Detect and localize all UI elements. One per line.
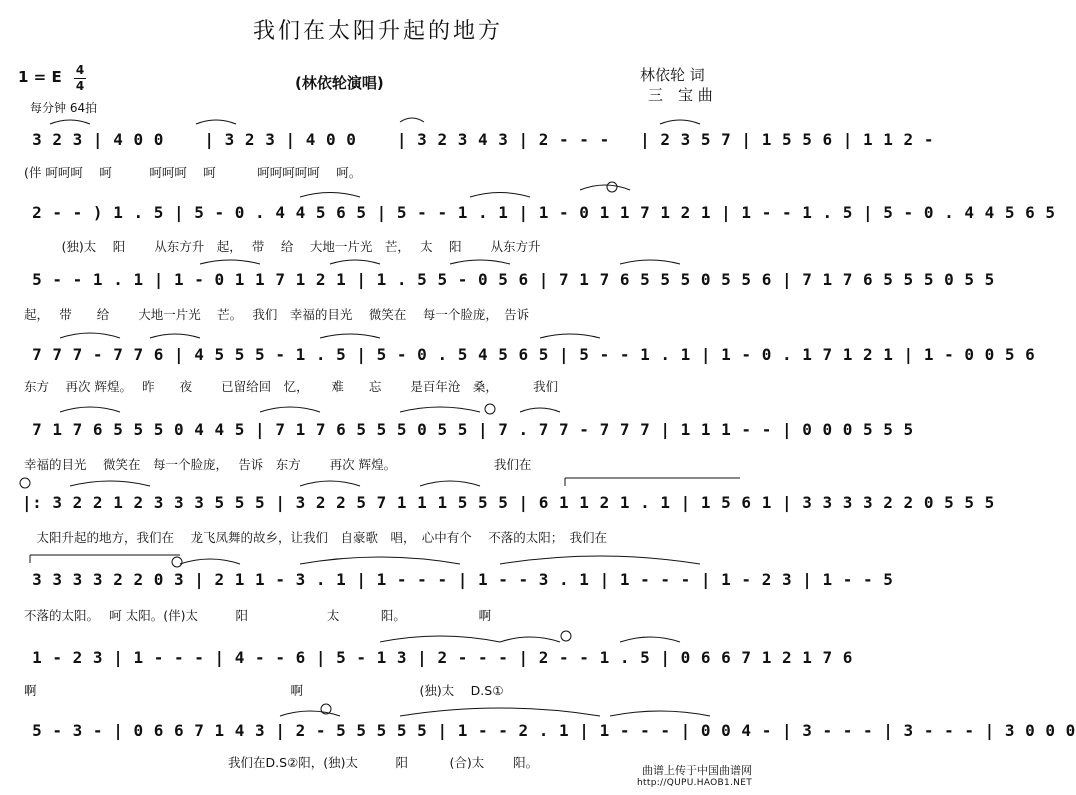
composer-credit: 三 宝 曲: [648, 86, 713, 104]
slur-mark: [70, 481, 150, 486]
slur-mark: [380, 636, 500, 642]
slur-mark: [610, 711, 710, 716]
slur-mark: [400, 118, 424, 122]
slur-mark: [60, 333, 120, 338]
notation-row-5: 7 1 7 6 5 5 5 0 4 4 5 | 7 1 7 6 5 5 5 0 5 5 | 7 . 7 7 - 7 7 7 | 1 1 1 - - | 0 0 0 5 5 5: [22, 420, 914, 439]
lyrics-row-2: (独)太 阳 从东方升 起， 带 给 大地一片光 芒， 太 阳 从东方升: [24, 239, 541, 254]
lyrics-row-9: 我们在D.S②阳，(独)太 阳 (合)太 阳。: [24, 755, 539, 770]
slur-mark: [330, 260, 380, 264]
time-signature-top: 4: [75, 63, 85, 77]
notation-row-3: 5 - - 1 . 1 | 1 - 0 1 1 7 1 2 1 | 1 . 5 5 - 0 5 6 | 7 1 7 6 5 5 5 0 5 5 6 | 7 1 7 6 5 5 5 0 5 5: [22, 270, 995, 289]
slur-mark: [620, 637, 680, 642]
lyrics-row-3: 起， 带 给 大地一片光 芒。 我们 幸福的目光 微笑在 每一个脸庞， 告诉: [24, 307, 530, 322]
slur-mark: [260, 407, 320, 412]
slur-mark: [60, 407, 120, 412]
slur-mark: [520, 408, 560, 412]
notation-row-8: 1 - 2 3 | 1 - - - | 4 - - 6 | 5 - 1 3 | 2 - - - | 2 - - 1 . 5 | 0 6 6 7 1 2 1 7 6: [22, 648, 853, 667]
slur-mark: [196, 120, 236, 124]
slur-mark: [300, 193, 360, 198]
slur-mark: [150, 334, 200, 338]
slur-mark: [200, 260, 260, 264]
notation-row-9: 5 - 3 - | 0 6 6 7 1 4 3 | 2 - 5 5 5 5 5 | 1 - - 2 . 1 | 1 - - - | 0 0 4 - | 3 - - - | 3 - - - | 3 0 0 0: [22, 721, 1076, 740]
slur-mark: [180, 559, 240, 564]
slur-mark: [500, 637, 560, 642]
source-watermark: [637, 765, 752, 789]
coda-icon: [172, 557, 182, 567]
lyrics-row-4: 东方 再次 辉煌。 昨 夜 已留给回 忆， 难 忘 是百年沧 桑， 我们: [24, 379, 559, 394]
tempo-marking: 每分钟 64拍: [30, 101, 98, 115]
slur-mark: [450, 260, 510, 264]
slur-mark: [660, 120, 700, 124]
slur-mark: [500, 556, 700, 564]
footer-url: http://QUPU.HAOB1.NET: [637, 778, 752, 788]
slur-mark: [620, 260, 680, 264]
notation-row-4: 7 7 7 - 7 7 6 | 4 5 5 5 - 1 . 5 | 5 - 0 . 5 4 5 6 5 | 5 - - 1 . 1 | 1 - 0 . 1 7 1 2 1 | 1 - 0 0 5 6: [22, 345, 1036, 364]
coda-icon: [561, 631, 571, 641]
lyrics-row-6: 太阳升起的地方，我们在 龙飞凤舞的故乡，让我们 自豪歌 唱， 心中有个 不落的太阳； 我们在: [24, 530, 607, 545]
slur-mark: [580, 185, 630, 190]
footer-text: 曲谱上传于中国曲谱网: [642, 764, 752, 777]
key-signature: 1 = E: [18, 68, 62, 86]
singer-credit: (林依轮演唱): [295, 74, 384, 92]
slur-mark: [280, 711, 340, 716]
coda-icon: [485, 404, 495, 414]
slur-mark: [50, 120, 90, 124]
lyrics-row-1: (伴 呵呵呵 呵 呵呵呵 呵 呵呵呵呵呵 呵。: [24, 165, 362, 180]
notation-row-7: 3 3 3 3 2 2 0 3 | 2 1 1 - 3 . 1 | 1 - - - | 1 - - 3 . 1 | 1 - - - | 1 - 2 3 | 1 - - 5: [22, 570, 894, 589]
slur-mark: [420, 481, 480, 486]
slur-mark: [540, 334, 600, 338]
slur-mark: [300, 557, 460, 564]
time-signature-bottom: 4: [75, 79, 85, 93]
segno-icon: [607, 182, 617, 192]
lyricist-credit: 林依轮 词: [640, 66, 705, 84]
slur-mark: [400, 407, 480, 412]
slur-mark: [400, 708, 600, 716]
slur-mark: [300, 481, 360, 486]
lyrics-row-5: 幸福的目光 微笑在 每一个脸庞， 告诉 东方 再次 辉煌。 我们在: [24, 457, 532, 472]
lyrics-row-7: 不落的太阳。 呵 太阳。(伴)太 阳 太 阳。 啊: [24, 608, 492, 623]
segno-icon: [20, 478, 30, 488]
slur-mark: [470, 193, 530, 198]
notation-row-2: 2 - - ) 1 . 5 | 5 - 0 . 4 4 5 6 5 | 5 - - 1 . 1 | 1 - 0 1 1 7 1 2 1 | 1 - - 1 . 5 | 5 - 0 . 4 4 5 6 5: [22, 203, 1056, 222]
notation-row-1: 3 2 3 | 4 0 0 | 3 2 3 | 4 0 0 | 3 2 3 4 3 | 2 - - - | 2 3 5 7 | 1 5 5 6 | 1 1 2 -: [22, 130, 934, 149]
notation-row-6: |: 3 2 2 1 2 3 3 3 5 5 5 | 3 2 2 5 7 1 1 1 5 5 5 | 6 1 1 2 1 . 1 | 1 5 6 1 | 3 3 3 3 2 2 0 5 5 5: [22, 493, 995, 512]
slur-mark: [320, 334, 380, 338]
song-title: 我们在太阳升起的地方: [252, 19, 503, 44]
lyrics-row-8: 啊 啊 (独)太 D.S①: [24, 683, 504, 698]
